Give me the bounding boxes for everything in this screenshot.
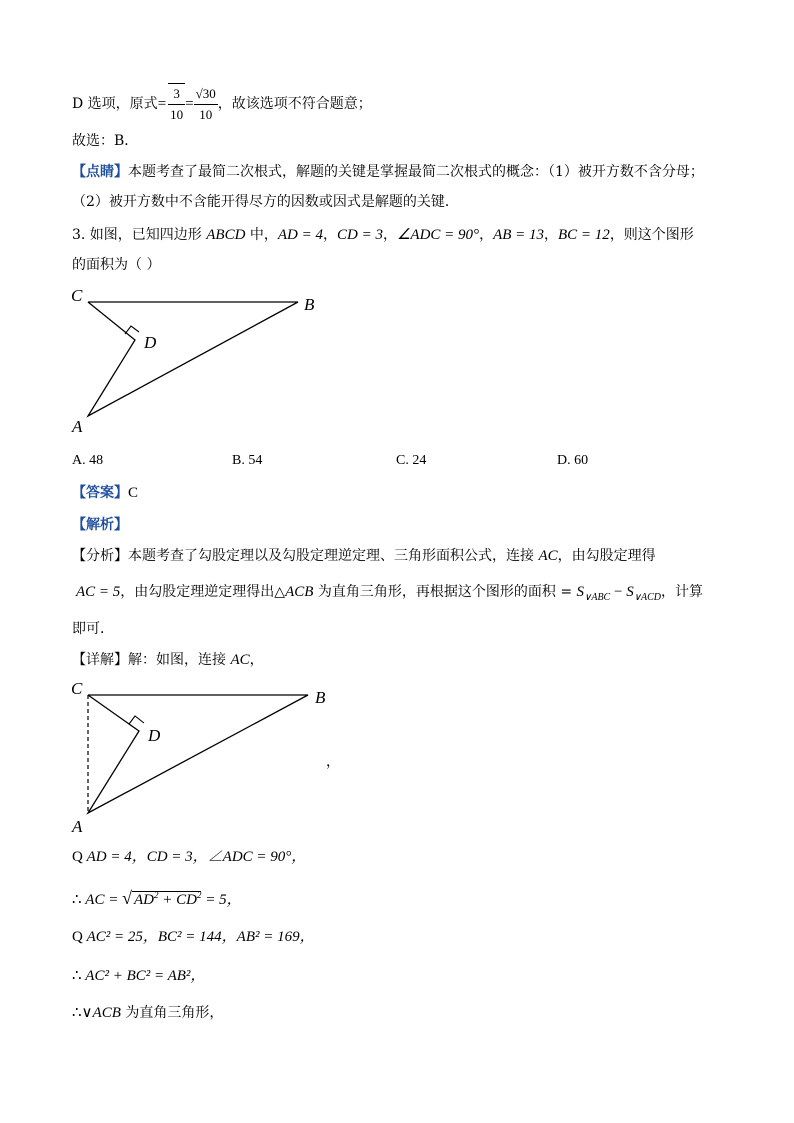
- label-b: B: [304, 295, 315, 314]
- step-1: Q AD = 4，CD = 3，∠ADC = 90°，: [72, 849, 307, 865]
- label-a: A: [72, 417, 83, 436]
- analysis-tag: 【解析】: [72, 517, 128, 533]
- question-3-line-2: 的面积为（ ）: [72, 257, 161, 273]
- label-c-2: C: [71, 679, 83, 698]
- option-d-suffix: ，故该选项不符合题意；: [217, 96, 372, 112]
- fenxi-line-1: 【分析】本题考查了勾股定理以及勾股定理逆定理、三角形面积公式，连接 AC，由勾股定理得: [72, 548, 656, 564]
- quadrilateral-figure-1: [60, 282, 330, 437]
- answer-line: [72, 483, 138, 503]
- analysis-line: [72, 515, 128, 535]
- option-d-line: [72, 83, 372, 125]
- comment-line-2: （2）被开方数中不含能开得尽方的因数或因式是解题的关键．: [72, 194, 459, 210]
- fenxi-line-3: 即可．: [72, 621, 114, 637]
- comment-text-1: 本题考查了最简二次根式，解题的关键是掌握最简二次根式的概念：（1）被开方数不含分母；: [128, 164, 704, 180]
- fenxi-tag: 【分析】: [72, 548, 128, 564]
- fenxi-line-2: AC = 5，由勾股定理逆定理得出△ACB 为直角三角形，再根据这个图形的面积 = $S_{\vee ABC} - S_{\vee ACD}$，计算: [76, 584, 704, 603]
- right-angle-marker-2: [129, 716, 144, 724]
- question-3-line-1: 3. 如图，已知四边形 ABCD 中，AD = 4，CD = 3，∠ADC = 90°，AB = 13，BC = 12，则这个图形: [72, 227, 694, 243]
- figure-1-outline: [88, 302, 298, 416]
- answer-tag: 【答案】: [72, 485, 128, 501]
- label-c: C: [71, 286, 83, 305]
- fraction-sqrt30-10: $\frac{√30}{10}$: [194, 84, 218, 125]
- detail-line: 【详解】解：如图，连接 AC，: [72, 652, 264, 668]
- figure-2-outline: [88, 695, 308, 813]
- step-2: ∴ AC = √ $AD^2 + CD^2 = 5$，: [72, 888, 242, 908]
- label-d-2: D: [148, 726, 161, 745]
- comment-line-1: [72, 162, 704, 182]
- figure-2-trailing-comma: ，: [326, 754, 340, 770]
- fraction-3-10: $\frac{3}{10}$: [168, 83, 185, 125]
- comment-tag: 【点睛】: [72, 164, 128, 180]
- quadrilateral-figure-2: [60, 675, 340, 837]
- detail-tag: 【详解】: [72, 652, 128, 668]
- answer-value: C: [128, 485, 139, 501]
- label-a-2: A: [72, 817, 83, 836]
- option-c: C. 24: [396, 453, 427, 468]
- step-4: ∴ AC² + BC² = AB²，: [72, 968, 206, 984]
- label-d: D: [144, 333, 157, 352]
- equals-sign: =: [157, 96, 167, 112]
- option-a: A. 48: [72, 453, 104, 468]
- option-d: D. 60: [557, 453, 589, 468]
- step-5: ∴∨ACB 为直角三角形，: [72, 1005, 224, 1021]
- choose-line: 故选：B．: [72, 133, 139, 149]
- option-b: B. 54: [232, 453, 263, 468]
- option-d-prefix: D 选项，原式: [72, 96, 158, 112]
- step-3: Q AC² = 25，BC² = 144，AB² = 169，: [72, 929, 315, 945]
- label-b-2: B: [315, 688, 326, 707]
- equals-sign-2: =: [185, 96, 194, 112]
